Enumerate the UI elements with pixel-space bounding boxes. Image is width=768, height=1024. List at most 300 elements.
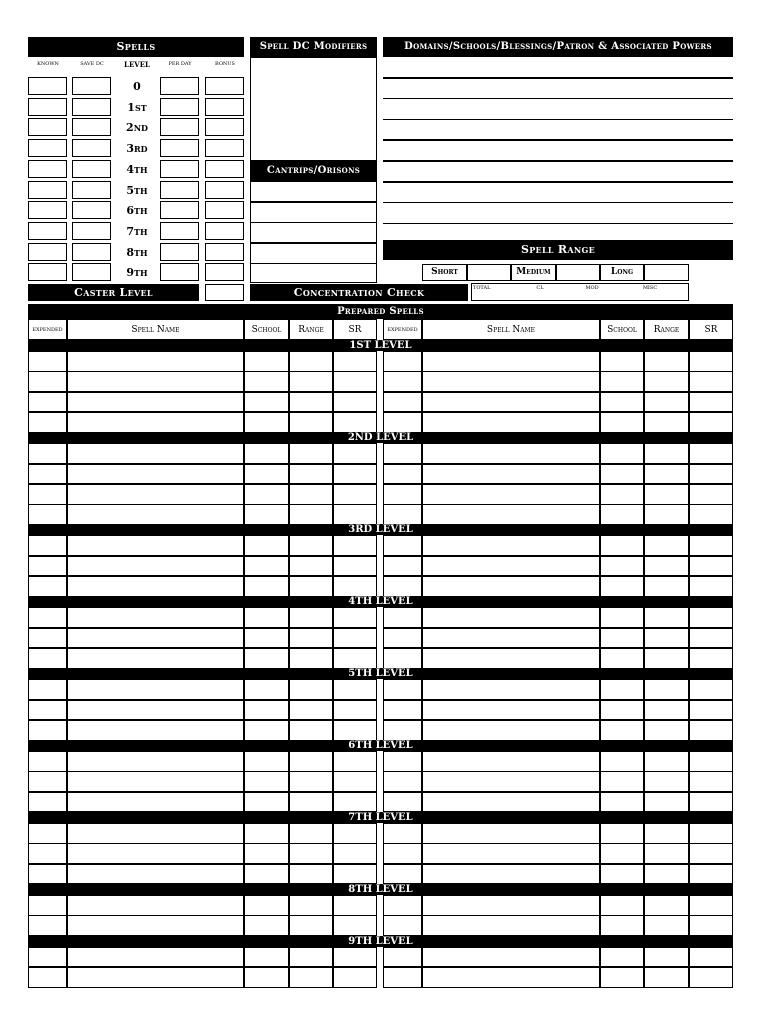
save-dc-field[interactable] [72,160,111,178]
cell-expended-left[interactable] [28,484,67,505]
cell-spell-name-left[interactable] [67,771,244,792]
cell-spell-name-right[interactable] [422,628,600,649]
cell-school-left[interactable] [244,792,289,813]
cell-range-left[interactable] [289,556,333,577]
cell-school-left[interactable] [244,843,289,864]
cell-school-right[interactable] [600,895,644,916]
domain-line[interactable] [383,223,733,225]
cell-expended-right[interactable] [383,720,422,741]
cell-range-left[interactable] [289,967,333,988]
bonus-field[interactable] [205,160,244,178]
cell-expended-left[interactable] [28,679,67,700]
domain-line[interactable] [383,119,733,121]
cell-range-left[interactable] [289,792,333,813]
domain-line[interactable] [383,98,733,100]
cell-spell-name-right[interactable] [422,607,600,628]
cell-school-left[interactable] [244,700,289,721]
cell-sr-left[interactable] [333,628,377,649]
domain-line[interactable] [383,181,733,183]
cell-expended-right[interactable] [383,576,422,597]
cell-expended-left[interactable] [28,915,67,936]
cell-spell-name-left[interactable] [67,700,244,721]
cantrip-field[interactable] [250,181,377,202]
cell-expended-right[interactable] [383,535,422,556]
cell-sr-right[interactable] [689,895,733,916]
cell-expended-right[interactable] [383,751,422,772]
cell-sr-left[interactable] [333,751,377,772]
cell-range-left[interactable] [289,412,333,433]
cell-spell-name-left[interactable] [67,504,244,525]
cell-range-right[interactable] [644,864,689,885]
cell-expended-left[interactable] [28,823,67,844]
cell-expended-right[interactable] [383,967,422,988]
caster-level-field[interactable] [205,284,244,301]
cell-expended-left[interactable] [28,864,67,885]
cell-expended-left[interactable] [28,412,67,433]
cell-spell-name-right[interactable] [422,484,600,505]
cell-expended-left[interactable] [28,576,67,597]
cell-expended-right[interactable] [383,700,422,721]
cell-spell-name-right[interactable] [422,535,600,556]
cell-sr-right[interactable] [689,751,733,772]
cell-sr-right[interactable] [689,504,733,525]
cell-range-right[interactable] [644,915,689,936]
cell-school-right[interactable] [600,947,644,968]
cell-range-right[interactable] [644,967,689,988]
cell-school-left[interactable] [244,771,289,792]
cell-spell-name-right[interactable] [422,576,600,597]
cell-range-left[interactable] [289,576,333,597]
cell-range-right[interactable] [644,392,689,413]
cell-expended-right[interactable] [383,895,422,916]
cell-school-left[interactable] [244,823,289,844]
known-field[interactable] [28,243,67,261]
cell-school-left[interactable] [244,392,289,413]
cell-spell-name-left[interactable] [67,947,244,968]
cell-range-right[interactable] [644,648,689,669]
cell-sr-right[interactable] [689,720,733,741]
cell-school-right[interactable] [600,464,644,485]
cell-school-left[interactable] [244,351,289,372]
cell-sr-right[interactable] [689,792,733,813]
spell-dc-modifiers-field[interactable] [250,57,377,161]
cell-school-left[interactable] [244,895,289,916]
cell-school-right[interactable] [600,576,644,597]
save-dc-field[interactable] [72,139,111,157]
cell-expended-left[interactable] [28,607,67,628]
cell-school-left[interactable] [244,648,289,669]
cell-expended-left[interactable] [28,967,67,988]
cell-range-left[interactable] [289,484,333,505]
known-field[interactable] [28,263,67,281]
bonus-field[interactable] [205,243,244,261]
cell-spell-name-right[interactable] [422,895,600,916]
cell-range-left[interactable] [289,947,333,968]
cell-sr-right[interactable] [689,967,733,988]
cell-range-right[interactable] [644,700,689,721]
cell-expended-right[interactable] [383,556,422,577]
known-field[interactable] [28,160,67,178]
bonus-field[interactable] [205,77,244,95]
cell-expended-right[interactable] [383,864,422,885]
cell-spell-name-left[interactable] [67,607,244,628]
cell-range-left[interactable] [289,648,333,669]
cell-expended-right[interactable] [383,628,422,649]
cell-spell-name-left[interactable] [67,371,244,392]
save-dc-field[interactable] [72,98,111,116]
cell-expended-right[interactable] [383,504,422,525]
cell-school-left[interactable] [244,443,289,464]
cell-expended-left[interactable] [28,392,67,413]
cell-spell-name-right[interactable] [422,843,600,864]
cell-sr-left[interactable] [333,720,377,741]
cell-spell-name-left[interactable] [67,843,244,864]
cell-sr-left[interactable] [333,556,377,577]
cell-range-left[interactable] [289,751,333,772]
cell-range-right[interactable] [644,351,689,372]
per-day-field[interactable] [160,160,199,178]
cell-school-right[interactable] [600,392,644,413]
cell-sr-left[interactable] [333,843,377,864]
cell-school-right[interactable] [600,771,644,792]
cantrip-field[interactable] [250,263,377,283]
cell-school-left[interactable] [244,947,289,968]
cell-sr-right[interactable] [689,700,733,721]
cell-expended-right[interactable] [383,371,422,392]
save-dc-field[interactable] [72,222,111,240]
cell-range-right[interactable] [644,843,689,864]
save-dc-field[interactable] [72,118,111,136]
cell-school-right[interactable] [600,915,644,936]
cell-sr-right[interactable] [689,392,733,413]
save-dc-field[interactable] [72,201,111,219]
cell-expended-left[interactable] [28,628,67,649]
cell-school-left[interactable] [244,628,289,649]
cell-school-left[interactable] [244,576,289,597]
cell-sr-right[interactable] [689,864,733,885]
cell-expended-left[interactable] [28,351,67,372]
cell-spell-name-left[interactable] [67,864,244,885]
cell-sr-right[interactable] [689,648,733,669]
cell-sr-right[interactable] [689,679,733,700]
cell-range-right[interactable] [644,947,689,968]
cell-sr-right[interactable] [689,576,733,597]
cell-range-left[interactable] [289,351,333,372]
cell-expended-right[interactable] [383,771,422,792]
cell-school-right[interactable] [600,412,644,433]
cell-spell-name-left[interactable] [67,464,244,485]
cell-sr-left[interactable] [333,504,377,525]
cell-range-left[interactable] [289,392,333,413]
known-field[interactable] [28,181,67,199]
cell-range-left[interactable] [289,628,333,649]
cell-range-right[interactable] [644,556,689,577]
cell-range-left[interactable] [289,915,333,936]
cell-range-right[interactable] [644,443,689,464]
cell-sr-left[interactable] [333,535,377,556]
cell-sr-right[interactable] [689,371,733,392]
cell-school-right[interactable] [600,864,644,885]
cell-range-left[interactable] [289,700,333,721]
cell-spell-name-right[interactable] [422,947,600,968]
cell-sr-left[interactable] [333,823,377,844]
cell-school-right[interactable] [600,443,644,464]
cell-sr-right[interactable] [689,915,733,936]
cell-school-right[interactable] [600,823,644,844]
cell-spell-name-left[interactable] [67,556,244,577]
cell-expended-left[interactable] [28,443,67,464]
save-dc-field[interactable] [72,263,111,281]
cell-sr-left[interactable] [333,771,377,792]
cell-spell-name-right[interactable] [422,412,600,433]
cell-school-left[interactable] [244,556,289,577]
cell-spell-name-right[interactable] [422,823,600,844]
cell-sr-right[interactable] [689,351,733,372]
known-field[interactable] [28,201,67,219]
cell-school-left[interactable] [244,464,289,485]
bonus-field[interactable] [205,263,244,281]
cell-expended-right[interactable] [383,823,422,844]
cell-spell-name-left[interactable] [67,628,244,649]
cell-school-right[interactable] [600,792,644,813]
cell-school-right[interactable] [600,484,644,505]
domain-line[interactable] [383,202,733,204]
cell-range-right[interactable] [644,720,689,741]
cell-spell-name-left[interactable] [67,823,244,844]
cell-expended-left[interactable] [28,771,67,792]
per-day-field[interactable] [160,243,199,261]
cell-expended-left[interactable] [28,947,67,968]
cell-expended-right[interactable] [383,412,422,433]
cell-spell-name-left[interactable] [67,412,244,433]
cell-sr-right[interactable] [689,771,733,792]
cell-school-left[interactable] [244,504,289,525]
cell-sr-right[interactable] [689,464,733,485]
cell-range-right[interactable] [644,823,689,844]
per-day-field[interactable] [160,118,199,136]
cell-expended-right[interactable] [383,679,422,700]
cell-sr-left[interactable] [333,443,377,464]
cell-spell-name-right[interactable] [422,771,600,792]
cell-spell-name-right[interactable] [422,464,600,485]
cell-range-left[interactable] [289,443,333,464]
cell-range-right[interactable] [644,679,689,700]
cell-sr-left[interactable] [333,576,377,597]
cell-expended-right[interactable] [383,607,422,628]
cell-expended-right[interactable] [383,443,422,464]
cell-range-right[interactable] [644,751,689,772]
cell-sr-right[interactable] [689,412,733,433]
bonus-field[interactable] [205,98,244,116]
cell-expended-right[interactable] [383,484,422,505]
cell-range-left[interactable] [289,895,333,916]
cell-school-right[interactable] [600,535,644,556]
known-field[interactable] [28,222,67,240]
per-day-field[interactable] [160,98,199,116]
cell-range-right[interactable] [644,535,689,556]
cell-sr-left[interactable] [333,484,377,505]
cell-range-left[interactable] [289,720,333,741]
cell-sr-right[interactable] [689,607,733,628]
cantrip-field[interactable] [250,202,377,223]
cell-expended-right[interactable] [383,792,422,813]
cell-spell-name-right[interactable] [422,392,600,413]
cell-school-right[interactable] [600,751,644,772]
cell-sr-right[interactable] [689,484,733,505]
cell-school-left[interactable] [244,535,289,556]
cell-spell-name-right[interactable] [422,700,600,721]
cell-spell-name-left[interactable] [67,720,244,741]
range-short-field[interactable] [467,264,511,281]
cell-spell-name-right[interactable] [422,648,600,669]
cell-expended-left[interactable] [28,535,67,556]
cell-expended-left[interactable] [28,751,67,772]
cell-school-left[interactable] [244,864,289,885]
cell-spell-name-right[interactable] [422,967,600,988]
range-long-field[interactable] [644,264,689,281]
save-dc-field[interactable] [72,181,111,199]
cell-range-left[interactable] [289,535,333,556]
cell-range-right[interactable] [644,628,689,649]
cell-range-left[interactable] [289,771,333,792]
cell-range-right[interactable] [644,895,689,916]
cell-expended-left[interactable] [28,895,67,916]
cell-range-left[interactable] [289,679,333,700]
cell-spell-name-left[interactable] [67,751,244,772]
cell-range-left[interactable] [289,843,333,864]
cell-range-right[interactable] [644,371,689,392]
known-field[interactable] [28,77,67,95]
cell-spell-name-right[interactable] [422,371,600,392]
cell-sr-right[interactable] [689,628,733,649]
cell-sr-left[interactable] [333,947,377,968]
cell-range-right[interactable] [644,464,689,485]
cell-expended-left[interactable] [28,720,67,741]
cell-range-right[interactable] [644,504,689,525]
cell-sr-left[interactable] [333,792,377,813]
cell-school-right[interactable] [600,700,644,721]
domain-line[interactable] [383,160,733,162]
cell-range-right[interactable] [644,412,689,433]
per-day-field[interactable] [160,77,199,95]
cell-expended-left[interactable] [28,700,67,721]
cell-spell-name-left[interactable] [67,792,244,813]
per-day-field[interactable] [160,263,199,281]
cell-spell-name-right[interactable] [422,556,600,577]
bonus-field[interactable] [205,201,244,219]
cell-sr-left[interactable] [333,967,377,988]
cell-sr-left[interactable] [333,895,377,916]
cell-school-left[interactable] [244,751,289,772]
bonus-field[interactable] [205,222,244,240]
cell-expended-left[interactable] [28,843,67,864]
cantrip-field[interactable] [250,243,377,264]
cell-spell-name-right[interactable] [422,792,600,813]
cell-sr-left[interactable] [333,864,377,885]
cell-school-left[interactable] [244,484,289,505]
known-field[interactable] [28,98,67,116]
cell-sr-right[interactable] [689,443,733,464]
cell-sr-left[interactable] [333,700,377,721]
per-day-field[interactable] [160,139,199,157]
cell-expended-left[interactable] [28,464,67,485]
cell-school-right[interactable] [600,504,644,525]
cell-expended-left[interactable] [28,371,67,392]
cell-spell-name-right[interactable] [422,351,600,372]
cell-sr-right[interactable] [689,535,733,556]
cell-school-left[interactable] [244,679,289,700]
cell-expended-right[interactable] [383,648,422,669]
cell-range-right[interactable] [644,576,689,597]
cell-sr-left[interactable] [333,464,377,485]
cell-expended-right[interactable] [383,915,422,936]
cell-sr-left[interactable] [333,371,377,392]
cell-spell-name-left[interactable] [67,443,244,464]
cell-school-left[interactable] [244,720,289,741]
cell-school-right[interactable] [600,843,644,864]
cell-range-right[interactable] [644,484,689,505]
per-day-field[interactable] [160,181,199,199]
cell-range-right[interactable] [644,771,689,792]
bonus-field[interactable] [205,118,244,136]
cell-spell-name-left[interactable] [67,484,244,505]
cell-range-right[interactable] [644,607,689,628]
save-dc-field[interactable] [72,77,111,95]
cell-sr-left[interactable] [333,679,377,700]
cell-school-left[interactable] [244,371,289,392]
cell-expended-right[interactable] [383,947,422,968]
cell-sr-left[interactable] [333,607,377,628]
cell-school-left[interactable] [244,412,289,433]
cell-spell-name-left[interactable] [67,967,244,988]
cell-spell-name-left[interactable] [67,576,244,597]
cell-sr-right[interactable] [689,823,733,844]
cell-expended-right[interactable] [383,351,422,372]
cell-expended-right[interactable] [383,392,422,413]
cell-school-right[interactable] [600,679,644,700]
cell-spell-name-left[interactable] [67,648,244,669]
cell-range-right[interactable] [644,792,689,813]
cell-school-right[interactable] [600,351,644,372]
cell-spell-name-left[interactable] [67,895,244,916]
cell-sr-left[interactable] [333,392,377,413]
known-field[interactable] [28,118,67,136]
cell-expended-right[interactable] [383,464,422,485]
cell-spell-name-left[interactable] [67,392,244,413]
cell-range-left[interactable] [289,823,333,844]
cell-school-right[interactable] [600,628,644,649]
cell-sr-right[interactable] [689,947,733,968]
cell-spell-name-right[interactable] [422,504,600,525]
cell-expended-left[interactable] [28,648,67,669]
cell-spell-name-right[interactable] [422,915,600,936]
cell-school-right[interactable] [600,648,644,669]
cell-sr-left[interactable] [333,351,377,372]
cell-school-right[interactable] [600,371,644,392]
cell-expended-right[interactable] [383,843,422,864]
cell-sr-left[interactable] [333,412,377,433]
cell-range-left[interactable] [289,607,333,628]
cell-school-left[interactable] [244,607,289,628]
cell-school-right[interactable] [600,607,644,628]
save-dc-field[interactable] [72,243,111,261]
cell-range-left[interactable] [289,464,333,485]
cell-school-right[interactable] [600,720,644,741]
per-day-field[interactable] [160,201,199,219]
cell-range-left[interactable] [289,371,333,392]
cell-school-left[interactable] [244,915,289,936]
cell-expended-left[interactable] [28,504,67,525]
